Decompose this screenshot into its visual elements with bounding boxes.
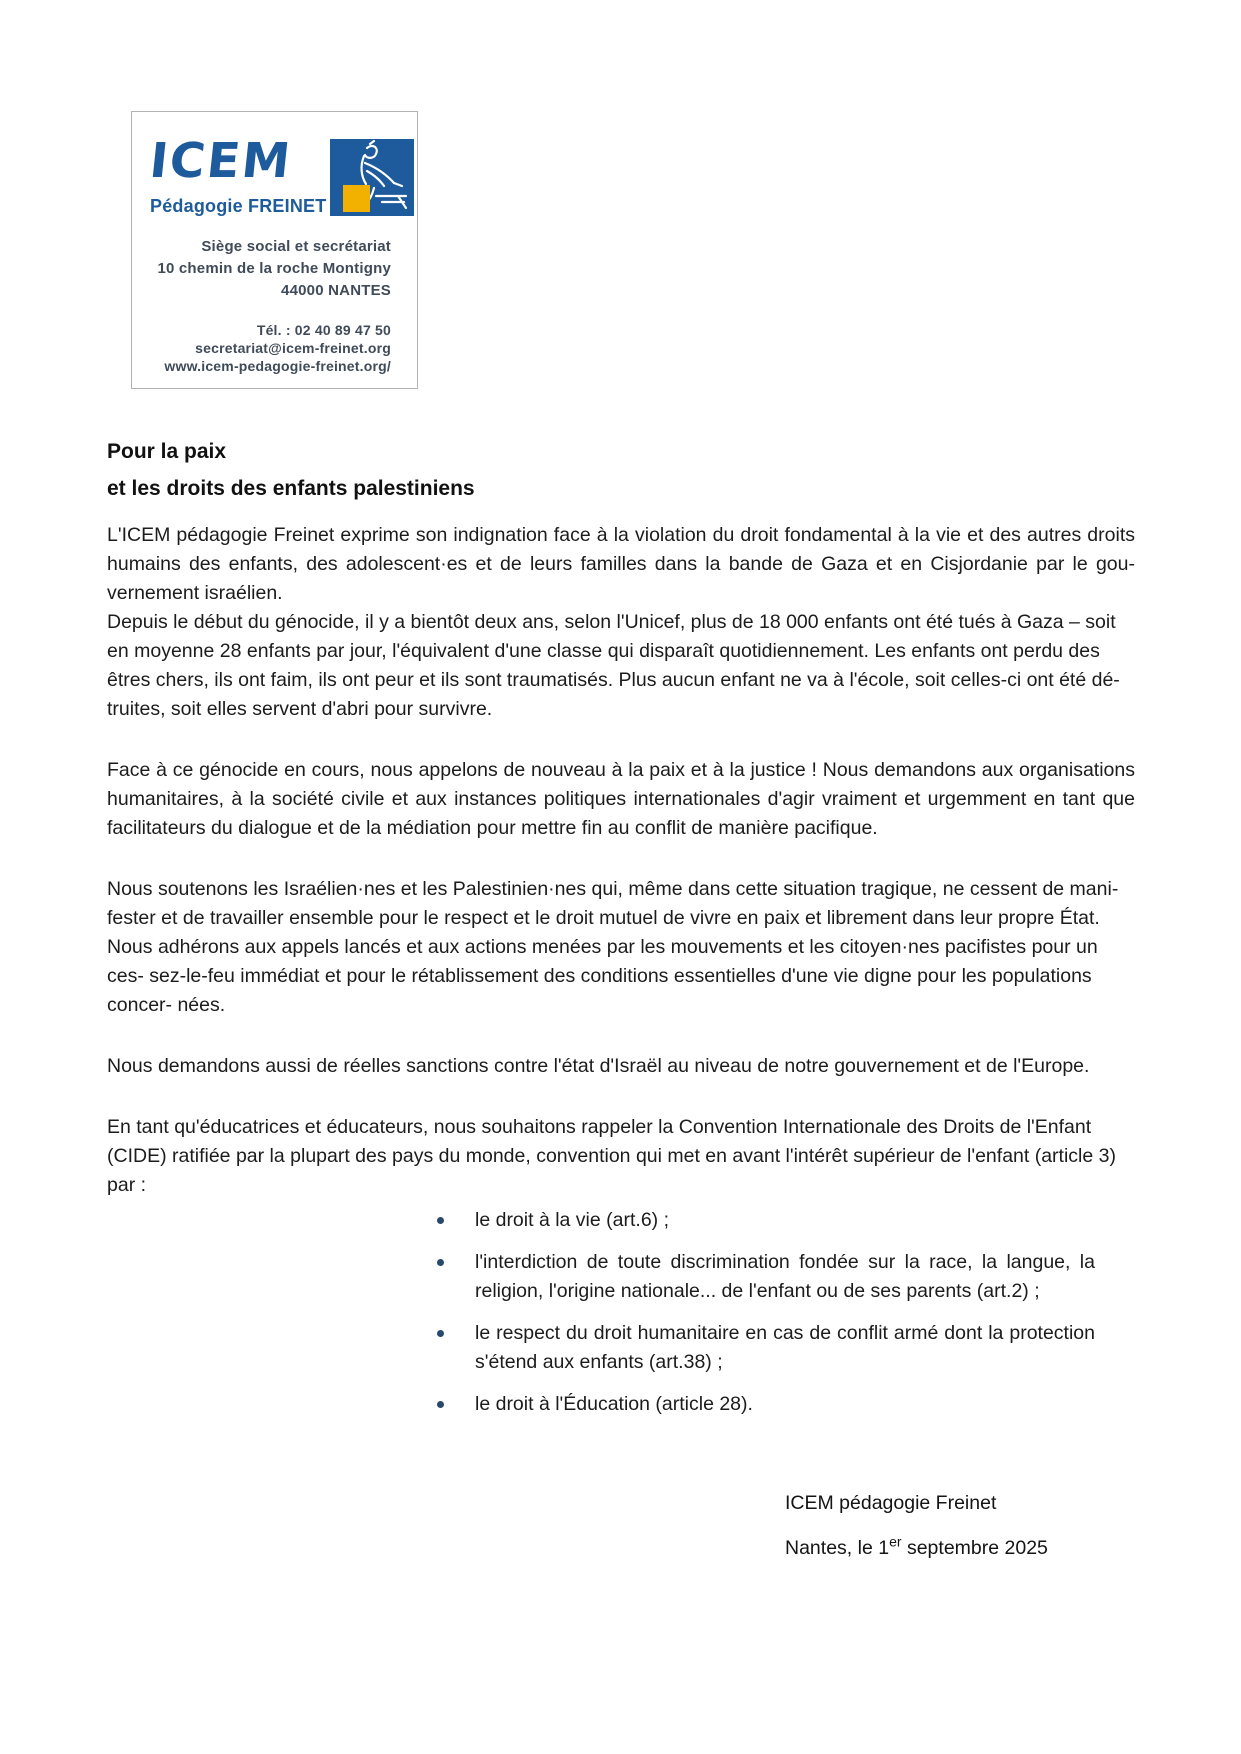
bullet-dot-icon: [435, 1319, 475, 1377]
address-line: Siège social et secrétariat: [201, 238, 391, 255]
paragraph: L'ICEM pédagogie Freinet exprime son indignation face à la violation du droit fondamental à la vie et des autres droits humains des enfants, des adolescent·es et de leurs familles dans la bande de Gaza et en Cisjordanie par le gou- vernement israélien.: [107, 524, 1135, 604]
icem-wordmark: ICEM: [147, 133, 295, 189]
signature-date-prefix: Nantes, le 1: [785, 1537, 890, 1559]
signature-date-superscript: er: [889, 1533, 902, 1550]
icem-logo-icon: [330, 139, 414, 216]
signature-date-suffix: septembre 2025: [901, 1537, 1048, 1559]
paragraph: Depuis le début du génocide, il y a bientôt deux ans, selon l'Unicef, plus de 18 000 enfants ont été tués à Gaza – soit en moyenne 28 enfants par jour, l'équivalent d'une classe qui disparaît quotidiennement. Les enfants ont perdu des êtres chers, ils ont faim, ils ont peur et ils sont traumatisés. Plus aucun enfant ne va à l'école, soit celles-ci ont été dé- truites, soit elles servent d'abri pour survivre.: [107, 611, 1120, 720]
bullet-text: le droit à l'Éducation (article 28).: [475, 1393, 753, 1415]
bullet-dot-icon: [435, 1206, 475, 1235]
title-line-2: et les droits des enfants palestiniens: [107, 477, 475, 500]
signature-block: [785, 1489, 1135, 1563]
address-line: 44000 NANTES: [281, 282, 391, 299]
letterhead-contact: [150, 321, 391, 375]
signature-date: [785, 1534, 1135, 1563]
paragraph: Nous soutenons les Israélien·nes et les Palestinien·nes qui, même dans cette situation tragique, ne cessent de mani- fester et de travailler ensemble pour le respect et le droit mutuel de vivre en paix et librement dans leur propre État. Nous adhérons aux appels lancés et aux actions menées par les mouvements et les citoyen·nes pacifistes pour un ces- sez-le-feu immédiat et pour le rétablissement des conditions essentielles d'une vie digne pour les populations concer- nées.: [107, 878, 1119, 1016]
bullet-item: [435, 1390, 1095, 1419]
bullet-item: [435, 1319, 1095, 1377]
bullet-item: [435, 1206, 1095, 1235]
website-line: www.icem-pedagogie-freinet.org/: [164, 358, 391, 374]
bullet-text: le respect du droit humanitaire en cas de conflit armé dont la protection s'étend aux enfants (art.38) ;: [475, 1322, 1095, 1373]
bullet-text: le droit à la vie (art.6) ;: [475, 1209, 669, 1231]
letterhead-box: [131, 111, 418, 389]
paragraph: Nous demandons aussi de réelles sanctions contre l'état d'Israël au niveau de notre gouvernement et de l'Europe.: [107, 1055, 1090, 1077]
title-line-1: Pour la paix: [107, 440, 227, 463]
bullet-dot-icon: [435, 1248, 475, 1306]
signature-org: ICEM pédagogie Freinet: [785, 1492, 997, 1514]
bullet-dot-icon: [435, 1390, 475, 1419]
bullet-list: [107, 1206, 1135, 1419]
phone-line: Tél. : 02 40 89 47 50: [256, 322, 391, 338]
wordmark-block: [147, 133, 327, 216]
bullet-item: [435, 1248, 1095, 1306]
bullet-text: l'interdiction de toute discrimination fondée sur la race, la langue, la religion, l'origine nationale... de l'enfant ou de ses parents (art.2) ;: [475, 1251, 1095, 1302]
logo-subtitle: Pédagogie FREINET: [150, 196, 327, 216]
address-line: 10 chemin de la roche Montigny: [157, 260, 391, 277]
letter-title: [107, 433, 1135, 507]
email-line: secretariat@icem-freinet.org: [195, 340, 391, 356]
paragraph: Face à ce génocide en cours, nous appelons de nouveau à la paix et à la justice ! Nous demandons aux organisations humanitaires, à la société civile et aux instances politiques internationales d'agir vraiment et urgemment en tant que facilitateurs du dialogue et de la médiation pour mettre fin au conflit de manière pacifique.: [107, 759, 1135, 839]
paragraph: En tant qu'éducatrices et éducateurs, nous souhaitons rappeler la Convention Internationale des Droits de l'Enfant (CIDE) ratifiée par la plupart des pays du monde, convention qui met en avant l'intérêt supérieur de l'enfant (article 3) par :: [107, 1116, 1116, 1196]
letterhead-address: [150, 236, 391, 302]
letter-body: [107, 521, 1135, 1419]
logo-row: [147, 133, 391, 216]
